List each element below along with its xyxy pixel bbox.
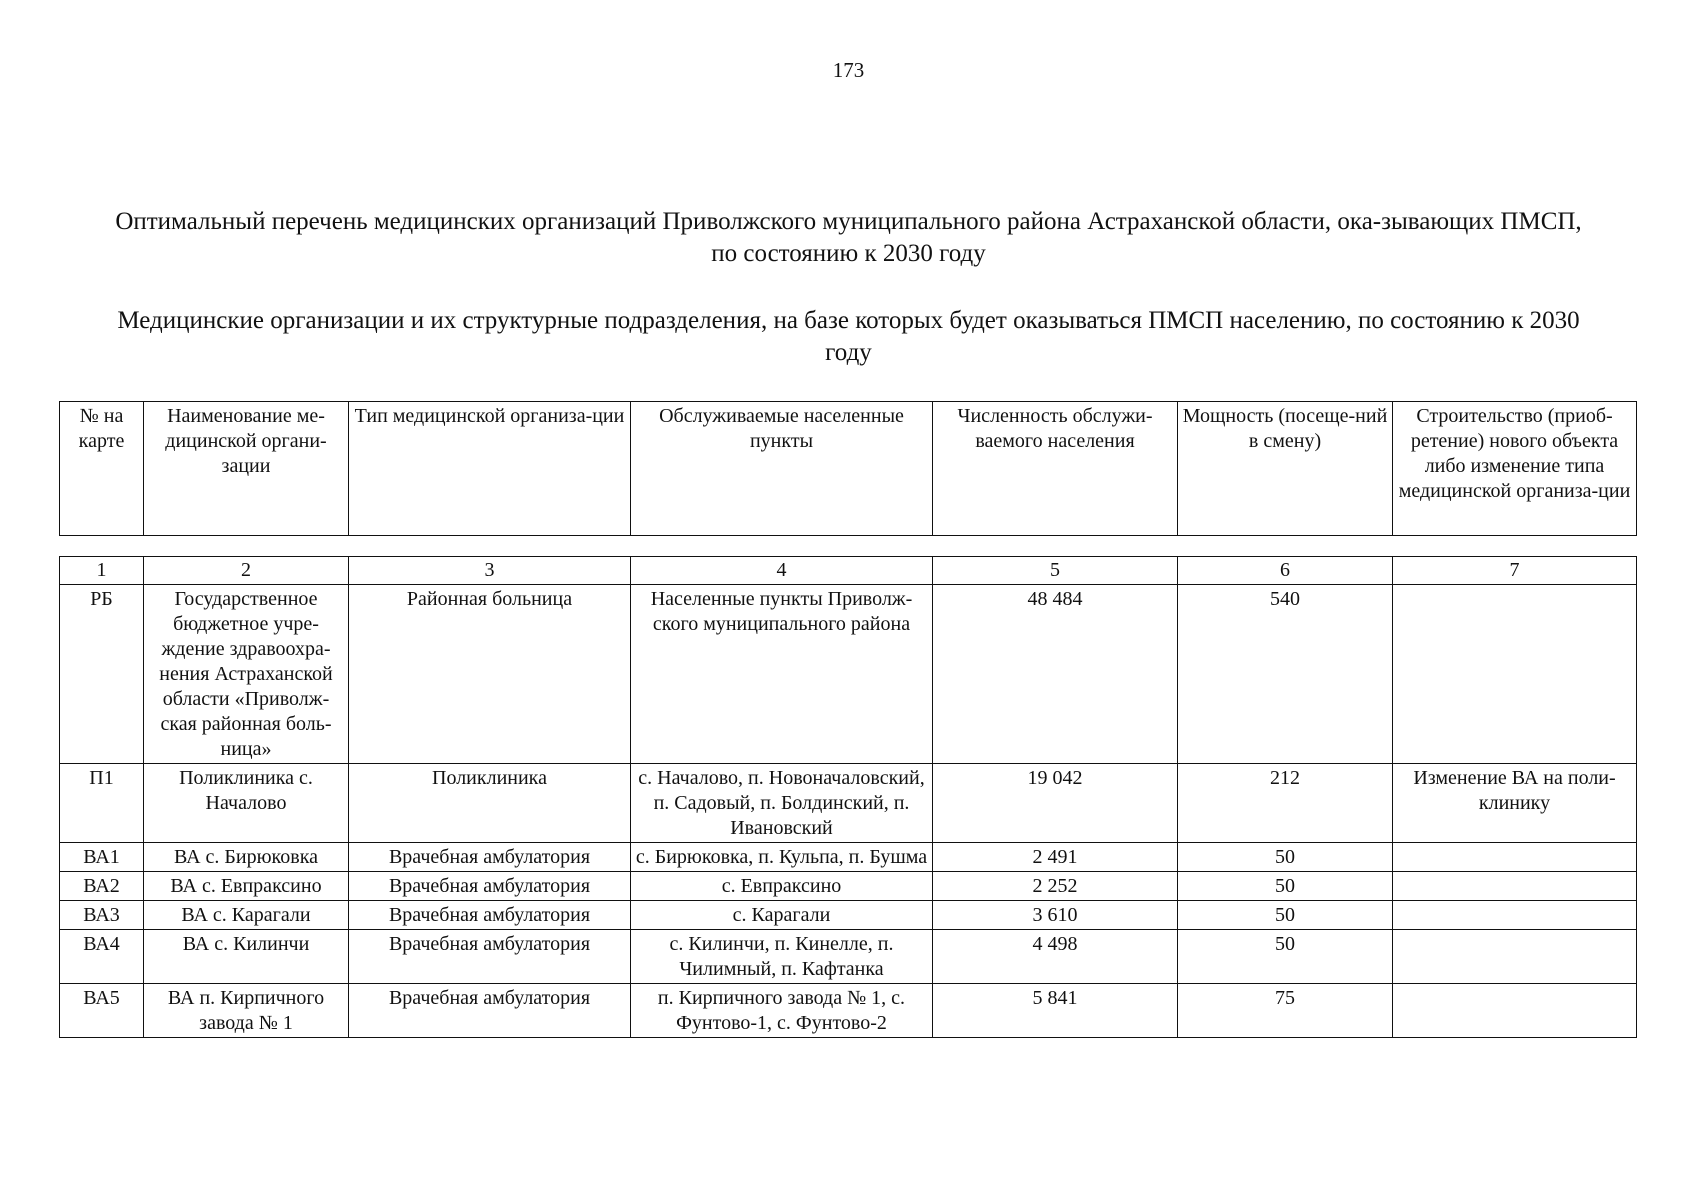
cell-org-type: Районная больница — [349, 585, 631, 764]
header-population: Численность обслужи-ваемого населения — [933, 402, 1178, 536]
cell-org-name: ВА с. Бирюковка — [144, 843, 349, 872]
column-number-row — [60, 557, 1637, 585]
column-number: 1 — [60, 557, 144, 585]
cell-capacity: 50 — [1178, 843, 1393, 872]
cell-population: 4 498 — [933, 930, 1178, 984]
cell-capacity: 540 — [1178, 585, 1393, 764]
cell-settlements: с. Карагали — [631, 901, 933, 930]
cell-capacity: 50 — [1178, 872, 1393, 901]
page-number: 173 — [832, 58, 865, 82]
cell-construction: Изменение ВА на поли-клинику — [1393, 764, 1637, 843]
column-number: 2 — [144, 557, 349, 585]
cell-org-type: Врачебная амбулатория — [349, 984, 631, 1038]
cell-map-no: ВА5 — [60, 984, 144, 1038]
cell-construction — [1393, 930, 1637, 984]
header-org-name: Наименование ме-дицинской органи-зации — [144, 402, 349, 536]
header-settlements: Обслуживаемые населенные пункты — [631, 402, 933, 536]
cell-population: 19 042 — [933, 764, 1178, 843]
header-row — [60, 402, 1637, 536]
table-row — [60, 930, 1637, 984]
column-number: 6 — [1178, 557, 1393, 585]
cell-org-name: ВА с. Евпраксино — [144, 872, 349, 901]
cell-settlements: с. Евпраксино — [631, 872, 933, 901]
cell-org-name: ВА с. Карагали — [144, 901, 349, 930]
cell-org-type: Врачебная амбулатория — [349, 872, 631, 901]
column-number: 3 — [349, 557, 631, 585]
header-construction: Строительство (приоб-ретение) нового объекта либо изменение типа медицинской организа-ции — [1393, 402, 1637, 536]
table-row — [60, 872, 1637, 901]
cell-capacity: 50 — [1178, 901, 1393, 930]
cell-map-no: РБ — [60, 585, 144, 764]
cell-org-name: ВА п. Кирпичного завода № 1 — [144, 984, 349, 1038]
cell-settlements: Населенные пункты Приволж-ского муниципального района — [631, 585, 933, 764]
cell-map-no: ВА1 — [60, 843, 144, 872]
cell-settlements: с. Килинчи, п. Кинелле, п. Чилимный, п. Кафтанка — [631, 930, 933, 984]
cell-settlements: с. Бирюковка, п. Кульпа, п. Бушма — [631, 843, 933, 872]
cell-settlements: с. Началово, п. Новоначаловский, п. Садовый, п. Болдинский, п. Ивановский — [631, 764, 933, 843]
data-table — [59, 556, 1637, 1038]
column-number: 5 — [933, 557, 1178, 585]
table-row — [60, 901, 1637, 930]
table-row — [60, 984, 1637, 1038]
table-row — [60, 843, 1637, 872]
cell-population: 5 841 — [933, 984, 1178, 1038]
cell-population: 3 610 — [933, 901, 1178, 930]
cell-map-no: П1 — [60, 764, 144, 843]
cell-org-type: Врачебная амбулатория — [349, 843, 631, 872]
cell-construction — [1393, 901, 1637, 930]
header-org-type: Тип медицинской организа-ции — [349, 402, 631, 536]
cell-map-no: ВА3 — [60, 901, 144, 930]
cell-org-type: Врачебная амбулатория — [349, 901, 631, 930]
table-row — [60, 585, 1637, 764]
cell-construction — [1393, 872, 1637, 901]
column-number: 7 — [1393, 557, 1637, 585]
cell-capacity: 50 — [1178, 930, 1393, 984]
cell-org-name: Государственное бюджетное учре-ждение здравоохра-нения Астраханской области «Приволж-ская районная боль-ница» — [144, 585, 349, 764]
cell-construction — [1393, 843, 1637, 872]
cell-population: 2 491 — [933, 843, 1178, 872]
cell-population: 2 252 — [933, 872, 1178, 901]
header-capacity: Мощность (посеще-ний в смену) — [1178, 402, 1393, 536]
header-map-no: № на карте — [60, 402, 144, 536]
table-subtitle: Медицинские организации и их структурные подразделения, на базе которых будет оказываться ПМСП населению, по состоянию к 2030 году — [117, 307, 1580, 366]
document-title: Оптимальный перечень медицинских организаций Приволжского муниципального района Астраханской области, ока-зывающих ПМСП, по состоянию к 2030 году — [115, 208, 1582, 267]
cell-population: 48 484 — [933, 585, 1178, 764]
cell-construction — [1393, 585, 1637, 764]
cell-construction — [1393, 984, 1637, 1038]
table-header — [59, 401, 1637, 536]
cell-capacity: 75 — [1178, 984, 1393, 1038]
cell-org-type: Поликлиника — [349, 764, 631, 843]
column-number: 4 — [631, 557, 933, 585]
cell-org-type: Врачебная амбулатория — [349, 930, 631, 984]
table-row — [60, 764, 1637, 843]
cell-capacity: 212 — [1178, 764, 1393, 843]
cell-org-name: ВА с. Килинчи — [144, 930, 349, 984]
cell-settlements: п. Кирпичного завода № 1, с. Фунтово-1, с. Фунтово-2 — [631, 984, 933, 1038]
cell-map-no: ВА2 — [60, 872, 144, 901]
cell-map-no: ВА4 — [60, 930, 144, 984]
cell-org-name: Поликлиника с. Началово — [144, 764, 349, 843]
